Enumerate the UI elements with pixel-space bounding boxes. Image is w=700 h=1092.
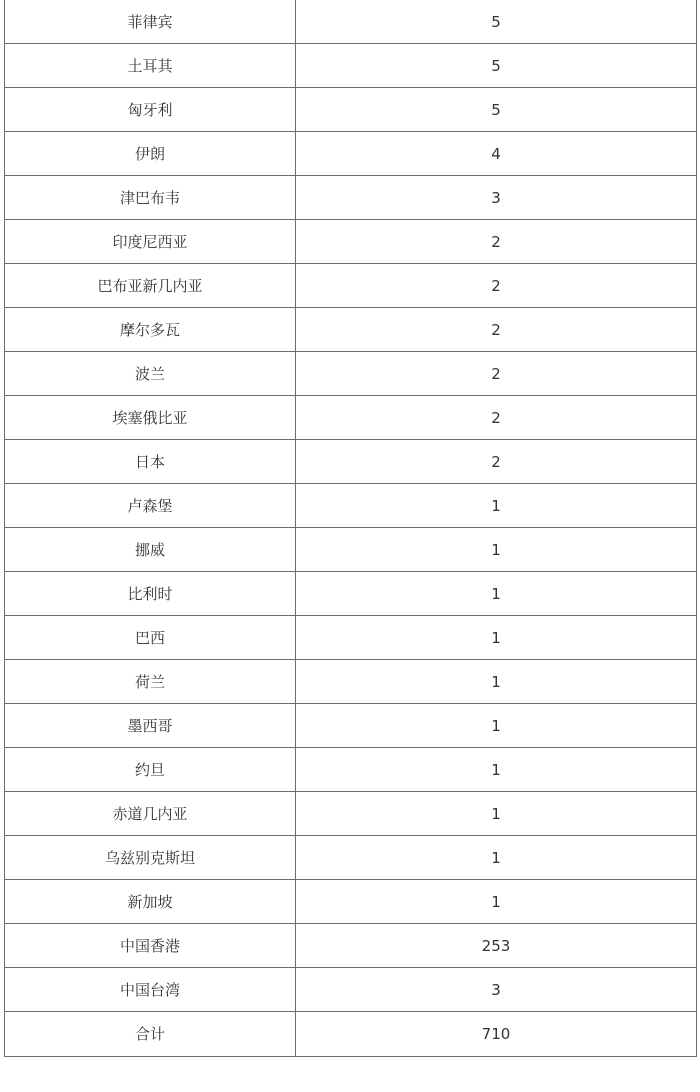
region-cell: 墨西哥 bbox=[5, 704, 296, 748]
count-cell: 1 bbox=[296, 616, 697, 660]
region-cell: 伊朗 bbox=[5, 132, 296, 176]
region-cell: 中国香港 bbox=[5, 924, 296, 968]
count-cell: 5 bbox=[296, 88, 697, 132]
region-cell: 乌兹别克斯坦 bbox=[5, 836, 296, 880]
table-row-total bbox=[5, 1012, 697, 1057]
count-cell: 2 bbox=[296, 440, 697, 484]
count-cell: 2 bbox=[296, 396, 697, 440]
count-cell: 1 bbox=[296, 484, 697, 528]
table-row bbox=[5, 792, 697, 836]
region-cell: 挪威 bbox=[5, 528, 296, 572]
region-cell: 摩尔多瓦 bbox=[5, 308, 296, 352]
count-cell: 1 bbox=[296, 528, 697, 572]
region-cell: 津巴布韦 bbox=[5, 176, 296, 220]
table-row bbox=[5, 396, 697, 440]
count-cell: 1 bbox=[296, 660, 697, 704]
region-cell: 印度尼西亚 bbox=[5, 220, 296, 264]
region-cell: 比利时 bbox=[5, 572, 296, 616]
count-cell: 1 bbox=[296, 880, 697, 924]
total-label-cell: 合计 bbox=[5, 1012, 296, 1057]
region-cell: 赤道几内亚 bbox=[5, 792, 296, 836]
region-cell: 卢森堡 bbox=[5, 484, 296, 528]
table-row bbox=[5, 132, 697, 176]
table-row bbox=[5, 528, 697, 572]
count-cell: 253 bbox=[296, 924, 697, 968]
region-cell: 荷兰 bbox=[5, 660, 296, 704]
count-cell: 2 bbox=[296, 264, 697, 308]
region-cell: 土耳其 bbox=[5, 44, 296, 88]
region-cell: 日本 bbox=[5, 440, 296, 484]
table-row bbox=[5, 264, 697, 308]
total-count-cell: 710 bbox=[296, 1012, 697, 1057]
count-cell: 3 bbox=[296, 176, 697, 220]
region-cell: 巴西 bbox=[5, 616, 296, 660]
table-row bbox=[5, 968, 697, 1012]
table-row bbox=[5, 660, 697, 704]
table-row bbox=[5, 616, 697, 660]
table-row bbox=[5, 836, 697, 880]
count-cell: 1 bbox=[296, 836, 697, 880]
count-cell: 1 bbox=[296, 792, 697, 836]
table-body bbox=[5, 0, 697, 1057]
region-cell: 巴布亚新几内亚 bbox=[5, 264, 296, 308]
table-row bbox=[5, 352, 697, 396]
table-row bbox=[5, 44, 697, 88]
region-cell: 约旦 bbox=[5, 748, 296, 792]
table-row bbox=[5, 176, 697, 220]
region-cell: 菲律宾 bbox=[5, 0, 296, 44]
table-row bbox=[5, 880, 697, 924]
table-row bbox=[5, 484, 697, 528]
case-count-table bbox=[4, 0, 697, 1057]
table-row bbox=[5, 308, 697, 352]
count-cell: 1 bbox=[296, 572, 697, 616]
count-cell: 1 bbox=[296, 748, 697, 792]
table-row bbox=[5, 748, 697, 792]
region-cell: 匈牙利 bbox=[5, 88, 296, 132]
count-cell: 5 bbox=[296, 0, 697, 44]
count-cell: 2 bbox=[296, 308, 697, 352]
region-cell: 中国台湾 bbox=[5, 968, 296, 1012]
region-cell: 新加坡 bbox=[5, 880, 296, 924]
count-cell: 2 bbox=[296, 220, 697, 264]
count-cell: 2 bbox=[296, 352, 697, 396]
table-row bbox=[5, 88, 697, 132]
count-cell: 3 bbox=[296, 968, 697, 1012]
count-cell: 4 bbox=[296, 132, 697, 176]
table-row bbox=[5, 440, 697, 484]
table-row bbox=[5, 572, 697, 616]
table-row bbox=[5, 0, 697, 44]
count-cell: 1 bbox=[296, 704, 697, 748]
region-cell: 埃塞俄比亚 bbox=[5, 396, 296, 440]
count-cell: 5 bbox=[296, 44, 697, 88]
region-cell: 波兰 bbox=[5, 352, 296, 396]
table-row bbox=[5, 220, 697, 264]
table-row bbox=[5, 704, 697, 748]
table-row bbox=[5, 924, 697, 968]
